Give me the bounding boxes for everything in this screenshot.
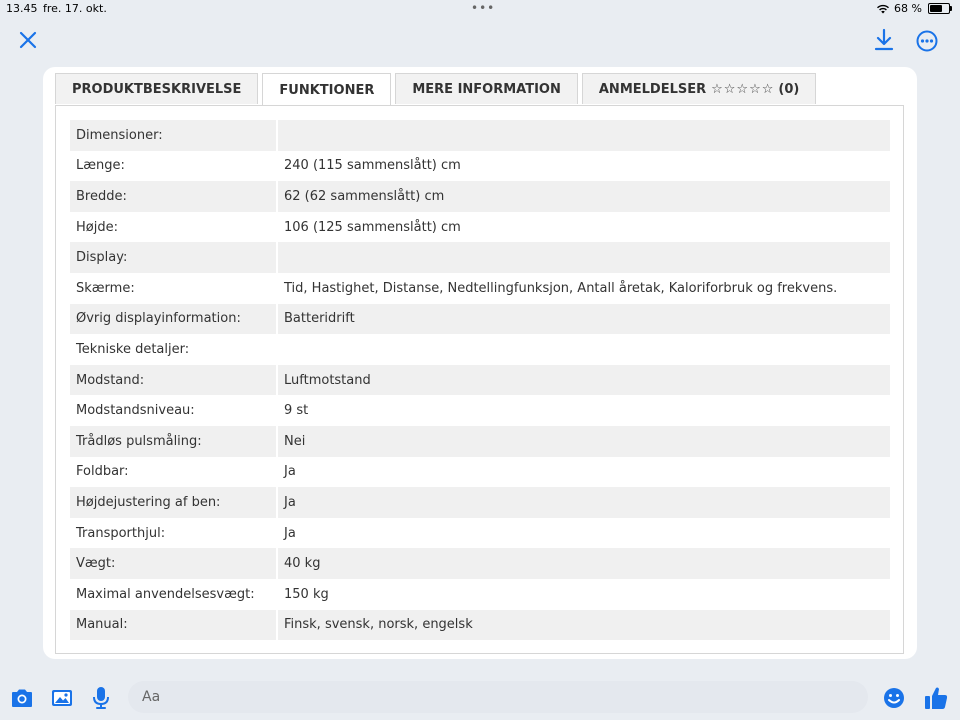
table-row	[70, 579, 890, 610]
table-row	[70, 457, 890, 488]
tab-panel-funktioner	[55, 105, 904, 654]
spec-value: Ja	[278, 487, 890, 518]
battery-fill	[930, 5, 942, 12]
tab-anmeldelser[interactable]	[582, 73, 816, 104]
spec-label: Højde:	[76, 219, 118, 235]
table-row	[70, 334, 890, 365]
product-card	[43, 67, 917, 659]
spec-label: Længe:	[76, 158, 125, 174]
top-bar	[0, 22, 960, 58]
battery-percent: 68 %	[894, 2, 922, 15]
spec-label: Foldbar:	[76, 464, 129, 480]
spec-value: Tid, Hastighet, Distanse, Nedtellingfunksjon, Antall åretak, Kaloriforbruk og frekvens.	[284, 280, 838, 296]
spec-value: Finsk, svensk, norsk, engelsk	[278, 610, 890, 641]
table-row	[70, 242, 890, 273]
tab-funktioner[interactable]	[262, 73, 391, 106]
tab-bar	[55, 73, 820, 106]
download-icon[interactable]	[870, 26, 898, 54]
table-row	[70, 548, 890, 579]
spec-label: Dimensioner:	[70, 120, 276, 151]
spec-label: Transporthjul:	[76, 525, 166, 541]
review-count: (0)	[778, 81, 800, 97]
table-row	[70, 610, 890, 641]
spec-value: Ja	[284, 525, 296, 541]
table-row	[70, 181, 890, 212]
spec-value: Ja	[284, 464, 296, 480]
message-bar	[0, 676, 960, 720]
table-row	[70, 273, 890, 304]
spec-value: Nei	[278, 426, 890, 457]
spec-label: Manual:	[70, 610, 276, 641]
spec-label: Bredde:	[70, 181, 276, 212]
spec-label: Trådløs pulsmåling:	[70, 426, 276, 457]
table-row	[70, 426, 890, 457]
star-rating-icon: ☆☆☆☆☆	[711, 81, 775, 97]
spec-label: Tekniske detaljer:	[76, 341, 190, 357]
table-row	[70, 304, 890, 335]
spec-value: 150 kg	[284, 586, 329, 602]
spec-value: Luftmotstand	[278, 365, 890, 396]
table-row	[70, 487, 890, 518]
spec-table	[70, 120, 890, 640]
message-input[interactable]	[128, 681, 868, 713]
spec-label: Højdejustering af ben:	[70, 487, 276, 518]
spec-value: Batteridrift	[278, 304, 890, 335]
spec-label: Modstand:	[70, 365, 276, 396]
status-time: 13.45	[6, 2, 38, 15]
table-row	[70, 212, 890, 243]
table-row	[70, 151, 890, 182]
table-row	[70, 518, 890, 549]
spec-value	[278, 334, 890, 365]
tab-label: MERE INFORMATION	[412, 81, 561, 97]
microphone-icon[interactable]	[87, 684, 115, 712]
table-row	[70, 120, 890, 151]
spec-label: Maximal anvendelsesvægt:	[76, 586, 255, 602]
spec-label: Display:	[70, 242, 276, 273]
tab-mere-information[interactable]	[395, 73, 578, 104]
spec-label: Skærme:	[76, 280, 135, 296]
spec-value	[278, 242, 890, 273]
status-bar	[0, 0, 960, 18]
spec-value: 62 (62 sammenslått) cm	[278, 181, 890, 212]
table-row	[70, 365, 890, 396]
spec-value	[278, 120, 890, 151]
tab-label: ANMELDELSER	[598, 81, 707, 97]
tab-label: FUNKTIONER	[279, 82, 375, 98]
wifi-icon	[876, 4, 890, 14]
spec-label: Vægt:	[70, 548, 276, 579]
multitasking-dots-icon[interactable]: •••	[471, 1, 496, 15]
tab-label: PRODUKTBESKRIVELSE	[72, 81, 242, 97]
spec-value: 9 st	[284, 403, 309, 419]
photo-icon[interactable]	[48, 684, 76, 712]
table-row	[70, 395, 890, 426]
spec-label: Modstandsniveau:	[76, 403, 195, 419]
status-indicators	[876, 2, 950, 15]
tab-produktbeskrivelse[interactable]	[55, 73, 258, 104]
camera-icon[interactable]	[8, 684, 36, 712]
status-date: fre. 17. okt.	[43, 2, 107, 15]
more-options-icon[interactable]	[912, 26, 942, 56]
thumbs-up-icon[interactable]	[922, 684, 950, 712]
spec-value: 106 (125 sammenslått) cm	[284, 219, 461, 235]
spec-label: Øvrig displayinformation:	[70, 304, 276, 335]
battery-icon	[928, 3, 950, 14]
spec-value: 40 kg	[278, 548, 890, 579]
emoji-icon[interactable]	[880, 684, 908, 712]
spec-value: 240 (115 sammenslått) cm	[284, 158, 461, 174]
close-icon[interactable]	[14, 26, 42, 54]
